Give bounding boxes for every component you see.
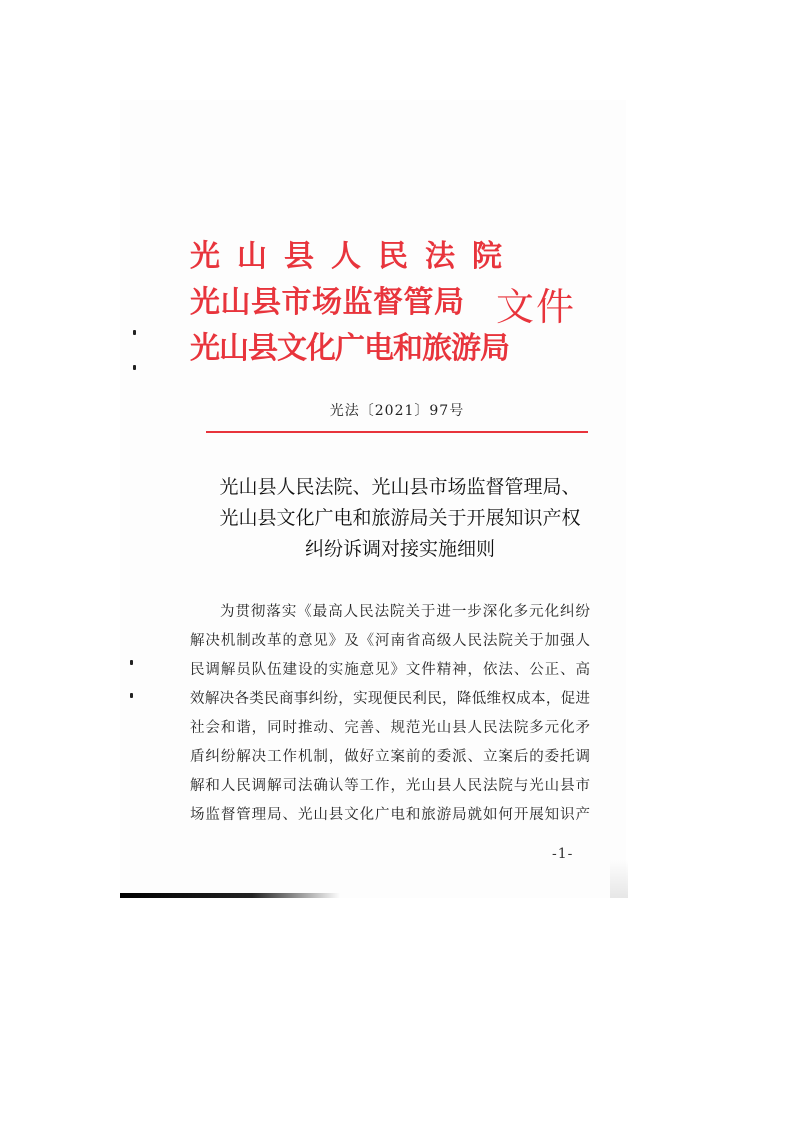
body-line: 效解决各类民商事纠纷，实现便民利民，降低维权成本，促进 bbox=[190, 691, 590, 707]
body-paragraph bbox=[190, 598, 590, 830]
body-line: 民调解员队伍建设的实施意见》文件精神，依法、公正、高 bbox=[190, 662, 590, 678]
issuer-court: 光山县人民法院 bbox=[190, 239, 519, 274]
binding-mark bbox=[130, 693, 133, 698]
body-line: 解决机制改革的意见》及《河南省高级人民法院关于加强人 bbox=[190, 633, 590, 649]
binding-mark bbox=[133, 330, 136, 335]
issuing-authorities bbox=[190, 234, 519, 372]
body-line: 盾纠纷解决工作机制，做好立案前的委派、立案后的委托调 bbox=[190, 749, 590, 765]
body-line: 场监督管理局、光山县文化广电和旅游局就如何开展知识产 bbox=[190, 807, 590, 823]
binding-mark bbox=[130, 660, 133, 665]
binding-mark bbox=[133, 365, 136, 370]
scan-shadow bbox=[610, 860, 628, 898]
scan-edge bbox=[120, 893, 340, 898]
body-line: 解和人民调解司法确认等工作，光山县人民法院与光山县市 bbox=[190, 778, 590, 794]
body-line: 社会和谐，同时推动、完善、规范光山县人民法院多元化矛 bbox=[190, 720, 590, 736]
document-number: 光法〔2021〕97号 bbox=[329, 403, 465, 419]
issuer-culture-tourism: 光山县文化广电和旅游局 bbox=[190, 331, 509, 366]
document-title: 光山县人民法院、光山县市场监督管理局、 光山县文化广电和旅游局关于开展知识产权 纠纷诉调对接实施细则 bbox=[219, 476, 581, 560]
body-line: 为贯彻落实《最高人民法院关于进一步深化多元化纠纷 bbox=[220, 604, 590, 620]
document-type-label: 文件 bbox=[496, 285, 577, 329]
issuer-market-supervision: 光山县市场监督管局 bbox=[190, 285, 465, 320]
page-number: -1- bbox=[552, 846, 574, 862]
red-divider bbox=[206, 431, 588, 433]
